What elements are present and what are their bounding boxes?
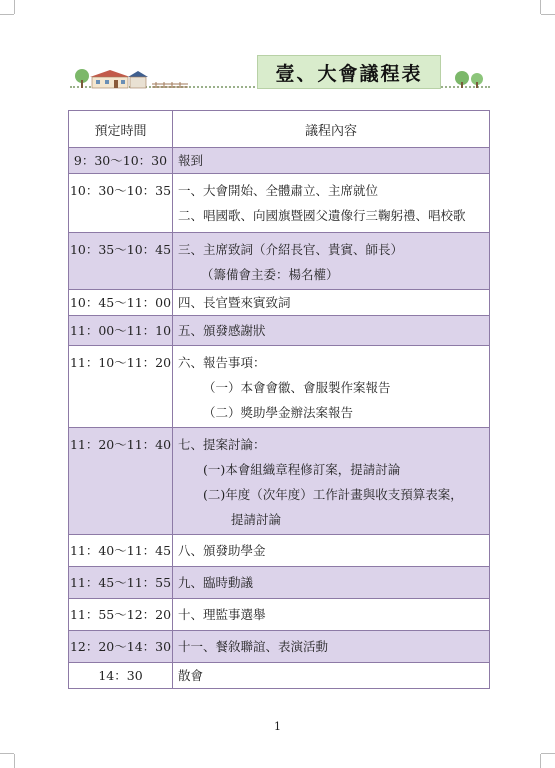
- house-icon: [72, 66, 192, 90]
- table-row: [69, 290, 490, 316]
- agenda-line: 四、長官暨來賓致詞: [178, 295, 291, 310]
- agenda-line: 五、頒發感謝狀: [178, 323, 266, 338]
- agenda-line: 八、頒發助學金: [178, 543, 266, 558]
- time-cell: 11：10～11：20: [69, 346, 173, 428]
- agenda-table: [68, 110, 490, 689]
- time-cell: 10：30～10：35: [69, 174, 173, 233]
- time-cell: 11：45～11：55: [69, 567, 173, 599]
- agenda-line: 二、唱國歌、向國旗暨國父遺像行三鞠躬禮、唱校歌: [178, 208, 466, 223]
- agenda-line: （二）獎助學金辦法案報告: [203, 405, 354, 420]
- column-header-time: 預定時間: [69, 111, 173, 148]
- agenda-line: 提請討論: [231, 512, 282, 527]
- content-cell: [173, 174, 490, 233]
- table-row: [69, 567, 490, 599]
- table-row: [69, 233, 490, 290]
- content-cell: [173, 290, 490, 316]
- table-row: [69, 631, 490, 663]
- content-cell: [173, 346, 490, 428]
- crop-mark: [540, 754, 541, 768]
- time-cell: 11：55～12：20: [69, 599, 173, 631]
- time-cell: 14：30: [69, 663, 173, 689]
- agenda-line: 七、提案討論：: [178, 437, 266, 452]
- time-cell: 11：00～11：10: [69, 316, 173, 346]
- crop-mark: [14, 754, 15, 768]
- crop-mark: [14, 0, 15, 14]
- crop-mark: [541, 14, 555, 15]
- trees-icon: [453, 70, 487, 88]
- agenda-line: 散會: [178, 668, 204, 683]
- page-number: 1: [274, 720, 281, 733]
- table-row: [69, 148, 490, 174]
- content-cell: [173, 428, 490, 535]
- time-cell: 12：20～14：30: [69, 631, 173, 663]
- content-cell: [173, 316, 490, 346]
- content-cell: [173, 148, 490, 174]
- crop-mark: [541, 753, 555, 754]
- column-header-content: 議程內容: [173, 111, 490, 148]
- content-cell: [173, 233, 490, 290]
- time-cell: 10：45～11：00: [69, 290, 173, 316]
- table-row: [69, 174, 490, 233]
- agenda-line: (一)本會組織章程修訂案，提請討論: [203, 462, 401, 477]
- crop-mark: [540, 0, 541, 14]
- agenda-line: 一、大會開始、全體肅立、主席就位: [178, 183, 379, 198]
- agenda-line: (二)年度（次年度）工作計畫與收支預算表案，: [203, 487, 463, 502]
- agenda-line: 九、臨時動議: [178, 575, 254, 590]
- table-row: [69, 428, 490, 535]
- page-header: [70, 52, 490, 94]
- table-row: [69, 316, 490, 346]
- agenda-line: （一）本會會徽、會服製作案報告: [203, 380, 391, 395]
- content-cell: [173, 599, 490, 631]
- table-header-row: [69, 111, 490, 148]
- agenda-line: 十、理監事選舉: [178, 607, 266, 622]
- agenda-line: 報到: [178, 153, 204, 168]
- agenda-line: 六、報告事項：: [178, 355, 266, 370]
- crop-mark: [0, 753, 14, 754]
- table-row: [69, 663, 490, 689]
- table-row: [69, 346, 490, 428]
- time-cell: 9：30～10：30: [69, 148, 173, 174]
- table-row: [69, 599, 490, 631]
- content-cell: [173, 631, 490, 663]
- time-cell: 11：40～11：45: [69, 535, 173, 567]
- agenda-line: 三、主席致詞（介紹長官、貴賓、師長）: [178, 242, 404, 257]
- time-cell: 10：35～10：45: [69, 233, 173, 290]
- content-cell: [173, 663, 490, 689]
- table-row: [69, 535, 490, 567]
- content-cell: [173, 535, 490, 567]
- content-cell: [173, 567, 490, 599]
- page-title: 壹、大會議程表: [257, 55, 441, 89]
- time-cell: 11：20～11：40: [69, 428, 173, 535]
- agenda-line: 十一、餐敘聯誼、表演活動: [178, 639, 329, 654]
- crop-mark: [0, 14, 14, 15]
- agenda-line: （籌備會主委：楊名權）: [201, 267, 339, 282]
